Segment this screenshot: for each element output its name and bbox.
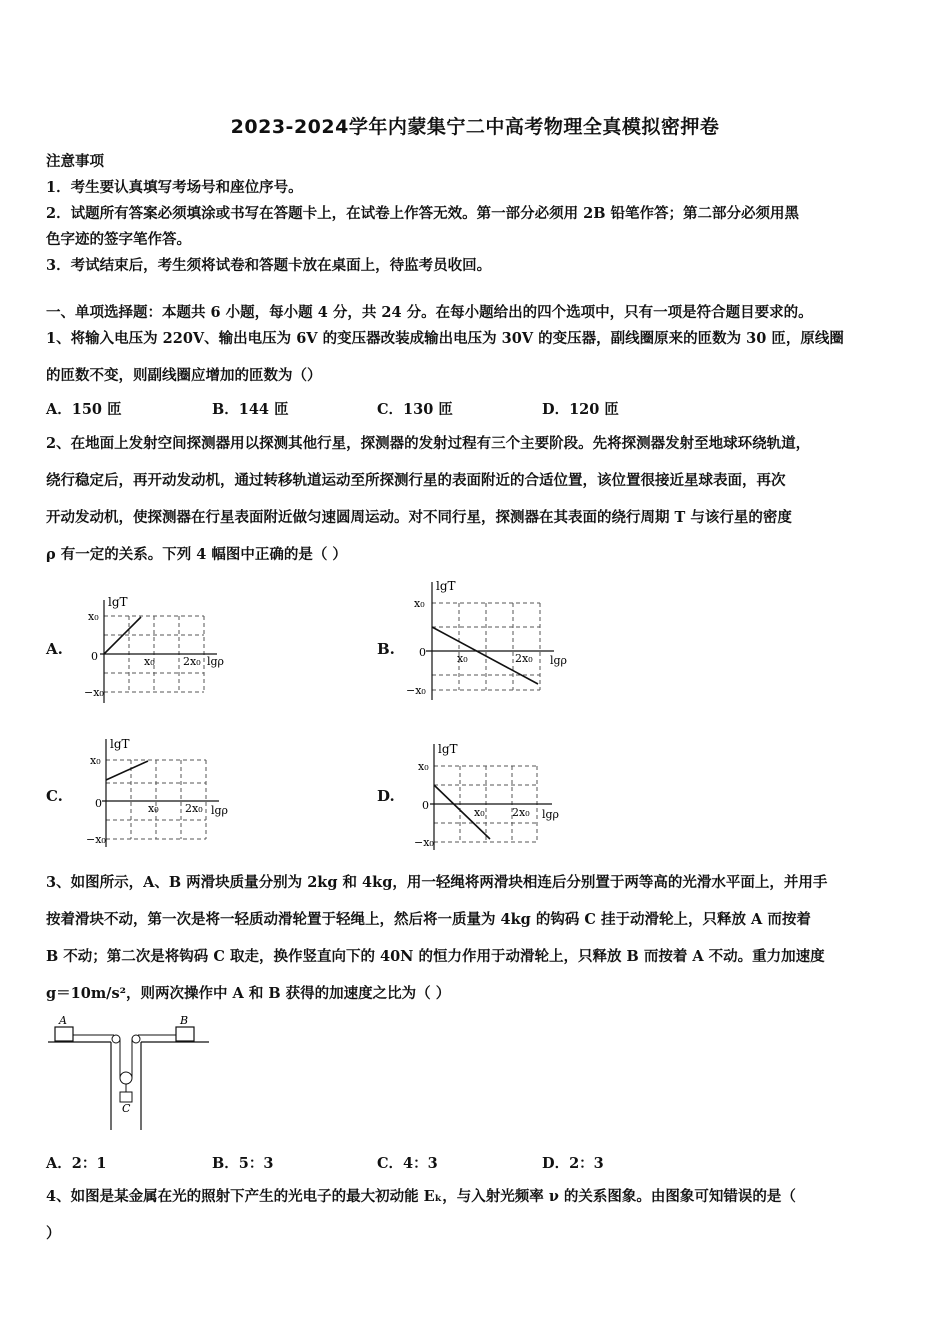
graph-b [404,576,579,706]
tick-label: 2x₀ [185,802,203,815]
y-axis-label: lgT [438,742,458,756]
tick-label: 0 [422,799,429,812]
notice-item: 色字迹的签字笔作答。 [46,231,191,248]
notice-heading: 注意事项 [46,153,104,170]
tick-label: 2x₀ [515,652,533,665]
question-4-text: ） [46,1225,61,1242]
label-b: B [180,1014,189,1027]
x-axis-label: lgρ [542,808,560,821]
right-fixed-pulley [132,1035,140,1043]
label-a: A [59,1014,67,1027]
x-axis-label: lgρ [207,655,225,668]
left-fixed-pulley [112,1035,120,1043]
tick-label: 0 [91,650,98,663]
section-heading: 一、单项选择题：本题共 6 小题，每小题 4 分，共 24 分。在每小题给出的四个选项中，只有一项是符合题目要求的。 [46,304,813,321]
tick-label: x₀ [457,652,468,665]
tick-label: −x₀ [84,686,104,699]
tick-label: 0 [95,797,102,810]
tick-label: x₀ [418,760,429,773]
tick-label: x₀ [474,806,485,819]
tick-label: x₀ [414,597,425,610]
graph-c [86,733,246,851]
tick-label: −x₀ [86,833,106,846]
q1-option-d: D．120 匝 [542,401,619,418]
tick-label: x₀ [90,754,101,767]
hook-weight-c [120,1092,132,1102]
movable-pulley [120,1072,132,1084]
question-3-text: g＝10m/s²，则两次操作中 A 和 B 获得的加速度之比为（ ） [46,985,451,1002]
q3-option-c: C．4：3 [377,1155,438,1172]
question-1-text: 1、将输入电压为 220V、输出电压为 6V 的变压器改装成输出电压为 30V 的变压器，副线圈原来的匝数为 30 匝，原线圈 [46,330,844,347]
question-3-text: 按着滑块不动，第一次是将一轻质动滑轮置于轻绳上，然后将一质量为 4kg 的钩码 C 挂于动滑轮上，只释放 A 而按着 [46,911,811,928]
notice-item: 1．考生要认真填写考场号和座位序号。 [46,179,303,196]
question-3-text: 3、如图所示，A、B 两滑块质量分别为 2kg 和 4kg，用一轻绳将两滑块相连后分别置于两等高的光滑水平面上，并用手 [46,874,828,891]
question-2-text: 2、在地面上发射空间探测器用以探测其他行星，探测器的发射过程有三个主要阶段。先将探测器发射至地球环绕轨道， [46,435,811,452]
graph-c-label: C. [46,787,63,805]
question-4-text: 4、如图是某金属在光的照射下产生的光电子的最大初动能 Eₖ，与入射光频率 ν 的关系图象。由图象可知错误的是（ [46,1188,796,1205]
question-2-text: 开动发动机，使探测器在行星表面附近做匀速圆周运动。对不同行星，探测器在其表面的绕行周期 T 与该行星的密度 [46,509,792,526]
tick-label: 0 [419,646,426,659]
block-a [55,1027,73,1041]
x-axis-label: lgρ [211,804,229,817]
tick-label: 2x₀ [183,655,201,668]
x-axis-label: lgρ [550,654,568,667]
q3-option-a: A．2：1 [46,1155,107,1172]
question-2-text: 绕行稳定后，再开动发动机，通过转移轨道运动至所探测行星的表面附近的合适位置，该位置很接近星球表面，再次 [46,472,786,489]
tick-label: 2x₀ [512,806,530,819]
q3-option-d: D．2：3 [542,1155,604,1172]
question-3-text: B 不动；第二次是将钩码 C 取走，换作竖直向下的 40N 的恒力作用于动滑轮上，只释放 B 而按着 A 不动。重力加速度 [46,948,825,965]
graph-d-label: D. [377,787,395,805]
question-2-text: ρ 有一定的关系。下列 4 幅图中正确的是（ ） [46,546,347,563]
tick-label: x₀ [88,610,99,623]
y-axis-label: lgT [108,595,128,609]
y-axis-label: lgT [110,737,130,751]
graph-d [412,738,577,853]
graph-b-label: B. [377,640,395,658]
pulley-diagram [44,1012,214,1132]
page-title: 2023-2024学年内蒙集宁二中高考物理全真模拟密押卷 [230,116,720,138]
q1-option-b: B．144 匝 [212,401,289,418]
q3-option-b: B．5：3 [212,1155,274,1172]
q1-option-c: C．130 匝 [377,401,453,418]
q1-option-a: A．150 匝 [46,401,122,418]
graph-a-label: A. [46,640,63,658]
y-axis-label: lgT [436,579,456,593]
question-1-text: 的匝数不变，则副线圈应增加的匝数为（） [46,367,322,384]
tick-label: x₀ [144,655,155,668]
label-c: C [122,1102,131,1115]
tick-label: −x₀ [414,836,434,849]
notice-item: 2．试题所有答案必须填涂或书写在答题卡上，在试卷上作答无效。第一部分必须用 2B 铅笔作答；第二部分必须用黑 [46,205,800,222]
tick-label: −x₀ [406,684,426,697]
tick-label: x₀ [148,802,159,815]
block-b [176,1027,194,1041]
graph-a [82,588,242,713]
notice-item: 3．考试结束后，考生须将试卷和答题卡放在桌面上，待监考员收回。 [46,257,492,274]
